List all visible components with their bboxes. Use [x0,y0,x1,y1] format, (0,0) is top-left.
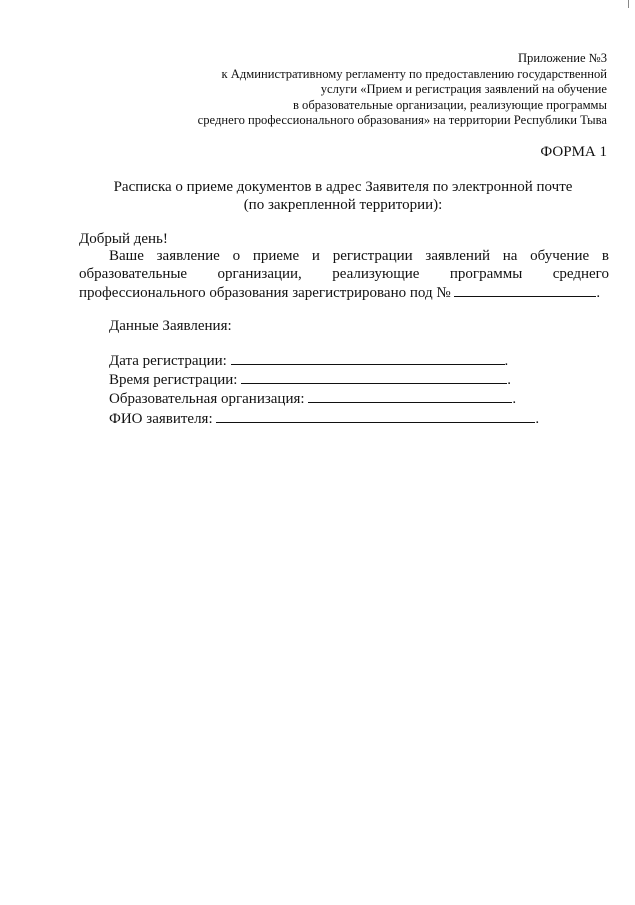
field-label: Время регистрации: [109,372,238,389]
field-label: Дата регистрации: [109,353,227,369]
body-word: Ваше [109,248,144,264]
field-label: ФИО заявителя: [109,410,213,427]
body-line-1 [79,248,609,266]
body-word: заявление [156,248,220,264]
page-edge-mark [628,0,629,8]
field-registration-time [109,370,539,389]
field-end: . [512,391,517,408]
greeting: Добрый день! [79,231,168,247]
body-word: приеме [252,248,300,264]
registration-date-blank[interactable] [231,351,505,365]
appendix-line: услуги «Прием и регистрация заявлений на обучение [320,82,607,97]
body-word: заявлений [425,248,490,264]
appendix-line: среднего профессионального образования» на территории Республики Тыва [197,113,607,128]
field-registration-date [109,351,539,370]
field-end: . [504,353,509,369]
field-educational-organization [109,389,539,408]
educational-organization-blank[interactable] [308,389,512,403]
body-paragraph [79,248,609,303]
body-word: обучение [530,248,590,264]
field-end: . [507,372,511,389]
application-data-heading: Данные Заявления: [109,318,232,334]
receipt-title-line2: (по закрепленной территории): [243,197,443,213]
body-word: среднего [552,265,609,282]
form-label: ФОРМА 1 [540,144,607,160]
appendix-line: к Административному регламенту по предоставлению государственной [221,66,607,81]
body-line-end: . [596,285,601,301]
appendix-line: Приложение №3 [517,51,607,65]
body-line-2 [79,266,609,284]
appendix-header [147,51,607,129]
applicant-name-blank[interactable] [216,409,535,423]
body-word: организации, [217,265,302,282]
field-applicant-name [109,409,539,428]
body-word: программы [449,265,523,282]
body-word: образовательные [79,265,188,282]
body-word: реализующие [332,265,420,282]
body-word: регистрации [332,248,413,264]
body-word: на [502,248,518,264]
field-end: . [535,410,540,427]
appendix-line: в образовательные организации, реализующие программы [292,97,607,112]
receipt-title-line1: Расписка о приеме документов в адрес Заявителя по электронной почте [113,179,573,195]
body-word: в [601,248,609,264]
field-label: Образовательная организация: [109,391,305,408]
body-word: о [232,248,241,264]
application-fields [109,351,539,428]
registration-number-blank[interactable] [454,283,596,297]
body-text-registered: профессионального образования зарегистрировано под № [79,285,451,301]
body-word: и [311,248,320,264]
registration-time-blank[interactable] [241,370,507,384]
body-line-3 [79,283,609,303]
receipt-title [78,178,608,214]
